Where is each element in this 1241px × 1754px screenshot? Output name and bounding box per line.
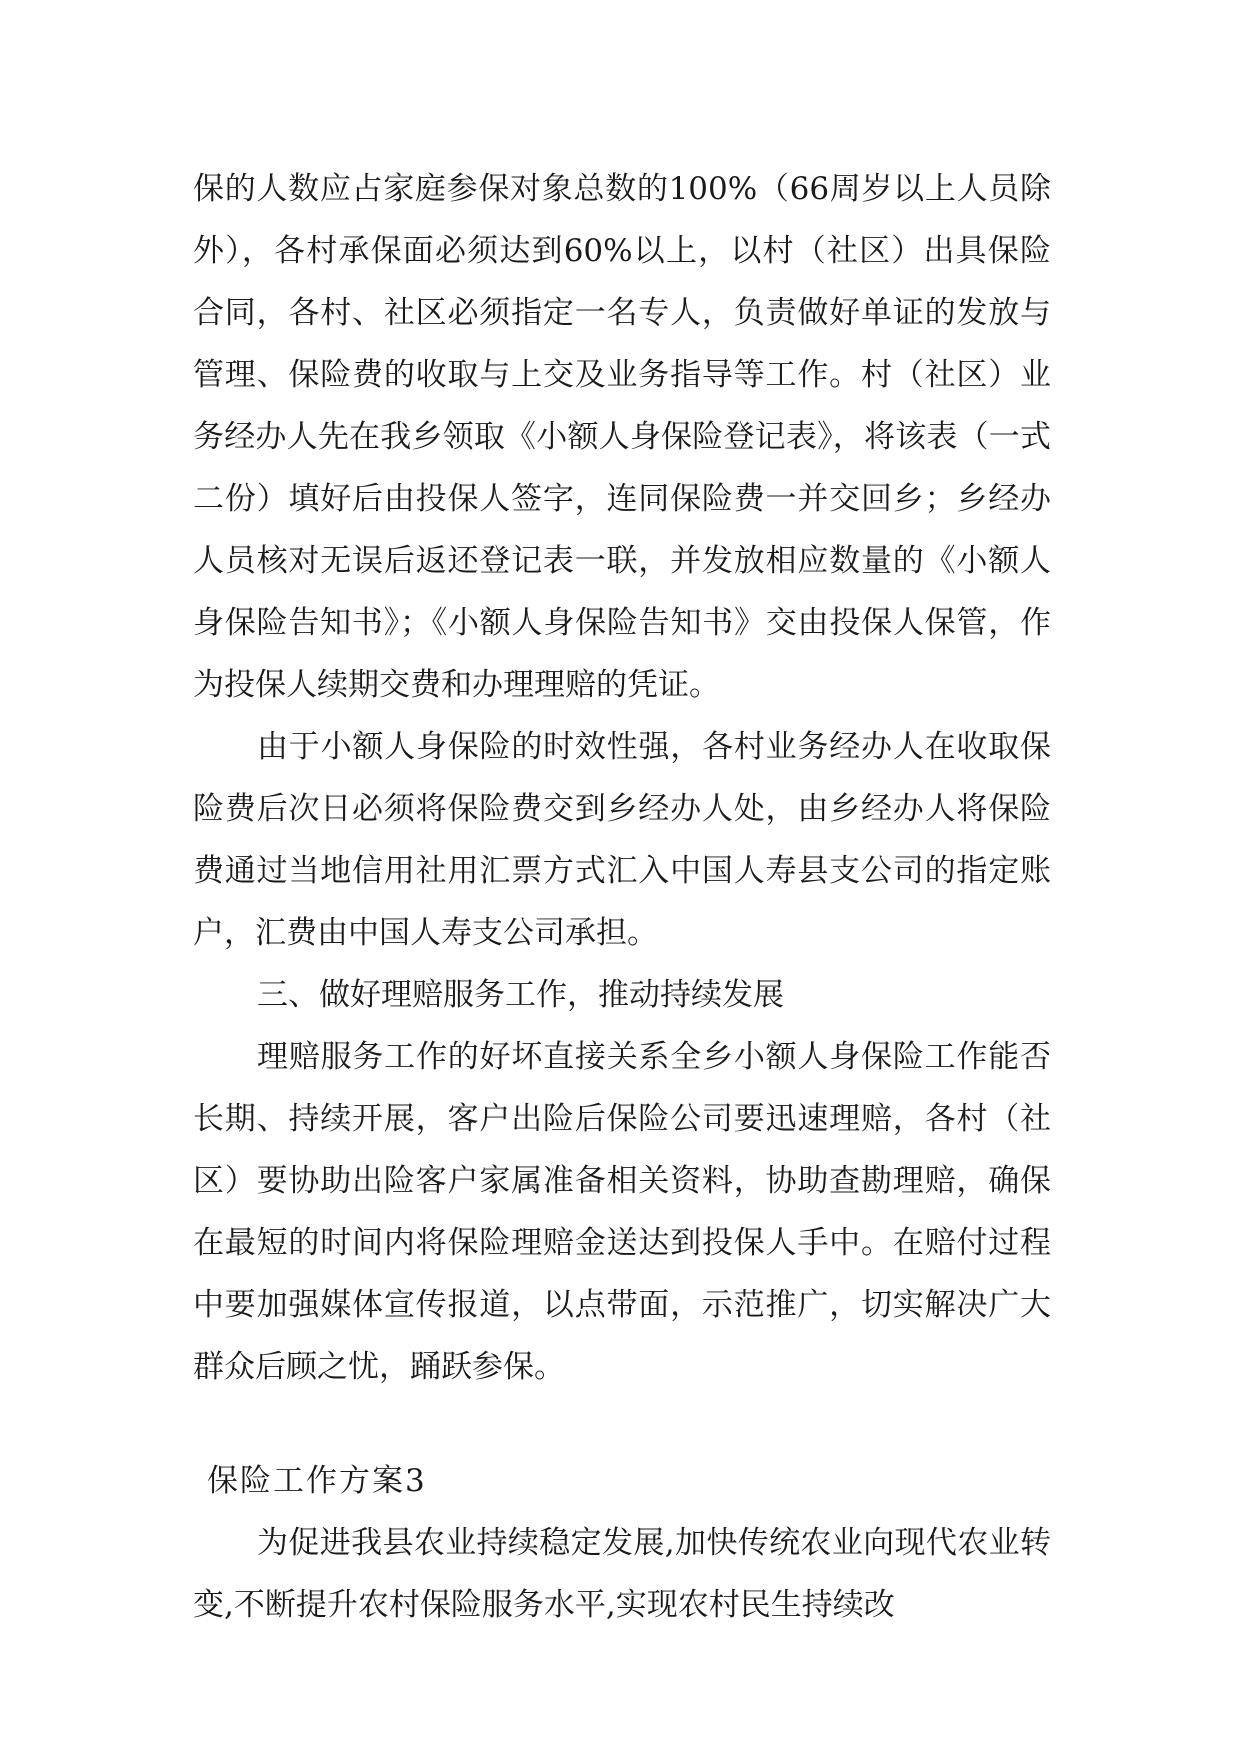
body-paragraph: 理赔服务工作的好坏直接关系全乡小额人身保险工作能否长期、持续开展，客户出险后保险公司要迅速理赔，各村（社区）要协助出险客户家属准备相关资料，协助查勘理赔，确保在最短的时间内将保险理赔金送达到投保人手中。在赔付过程中要加强媒体宣传报道，以点带面，示范推广，切实解决广大群众后顾之忧，踊跃参保。	[193, 1039, 1051, 1385]
body-paragraph: 为促进我县农业持续稳定发展,加快传统农业向现代农业转变,不断提升农村保险服务水平,实现农村民生持续改	[193, 1525, 1051, 1623]
body-paragraph: 由于小额人身保险的时效性强，各村业务经办人在收取保险费后次日必须将保险费交到乡经办人处，由乡经办人将保险费通过当地信用社用汇票方式汇入中国人寿县支公司的指定账户，汇费由中国人寿支公司承担。	[193, 729, 1051, 951]
body-paragraph: 保的人数应占家庭参保对象总数的100%（66周岁以上人员除外），各村承保面必须达到60%以上，以村（社区）出具保险合同，各村、社区必须指定一名专人，负责做好单证的发放与管理、保险费的收取与上交及业务指导等工作。村（社区）业务经办人先在我乡领取《小额人身保险登记表》，将该表（一式二份）填好后由投保人签字，连同保险费一并交回乡；乡经办人员核对无误后返还登记表一联，并发放相应数量的《小额人身保险告知书》；《小额人身保险告知书》交由投保人保管，作为投保人续期交费和办理理赔的凭证。	[193, 171, 1051, 703]
document-title: 保险工作方案3	[207, 1463, 427, 1499]
section-heading: 三、做好理赔服务工作，推动持续发展	[257, 977, 784, 1013]
document-body	[193, 158, 1051, 1636]
